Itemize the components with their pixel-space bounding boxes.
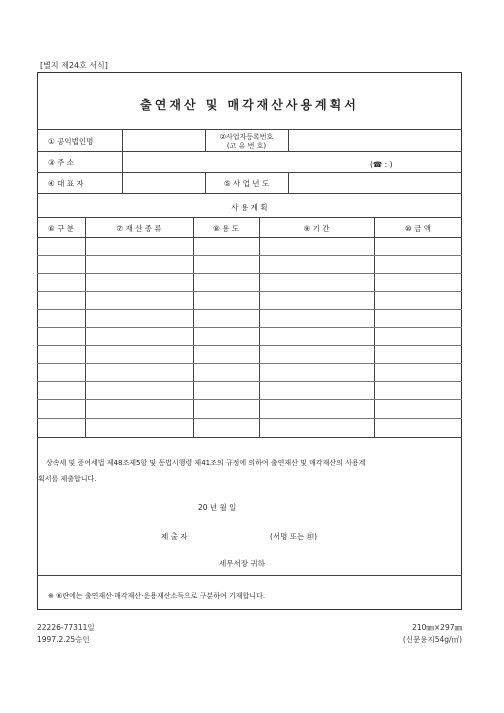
table-row <box>37 381 462 382</box>
rule-after-rep <box>37 193 462 194</box>
note-text: ※ ⑥란에는 출연재산·매각재산·운용재산소득으로 구분하여 기재합니다. <box>48 592 266 600</box>
form-code: 22226-77311일 <box>37 623 95 632</box>
date-line: 20 년 월 일 <box>198 503 237 512</box>
table-row <box>37 309 462 310</box>
rule-after-address <box>37 172 462 173</box>
statement-line-2: 획서를 제출합니다. <box>38 475 97 483</box>
column-period: ⑨ 기 간 <box>303 224 330 233</box>
table-row <box>37 345 462 346</box>
rule-after-plan-header <box>37 217 462 218</box>
table-row <box>37 399 462 400</box>
column-use: ⑧ 용 도 <box>213 224 239 233</box>
phone-label: (☎ : ) <box>370 160 393 169</box>
unique-no-label: (고 유 번 호) <box>226 142 267 150</box>
address-label: ③ 주 소 <box>48 158 74 167</box>
table-row <box>37 363 462 364</box>
reg-no-label: ②사업자등록번호 <box>219 133 274 141</box>
column-property-type: ⑦ 재 산 종 류 <box>116 224 162 233</box>
business-year-label: ⑤ 사 업 년 도 <box>223 179 270 188</box>
table-row <box>37 273 462 274</box>
column-category: ⑥ 구 분 <box>48 224 74 233</box>
field-label-divider <box>122 129 123 193</box>
rule-after-corp <box>37 151 462 152</box>
form-number-label: [별지 제24호 서식] <box>40 61 108 70</box>
statement-line-1: 상속세 및 증여세법 제48조제5항 및 동법시행령 제41조의 규정에 의하여 출연재산 및 매각재산의 사용계 <box>46 459 366 467</box>
form-frame <box>37 72 462 610</box>
table-row <box>37 327 462 328</box>
table-row <box>37 418 462 419</box>
rule-before-note <box>37 575 462 576</box>
rule-after-column-header <box>37 237 462 238</box>
corp-name-label: ① 공익법인명 <box>48 137 94 146</box>
plan-header: 사 용 계 획 <box>231 203 268 212</box>
field-divider-4 <box>288 172 289 193</box>
rule-after-title <box>37 129 462 130</box>
field-divider-2 <box>288 129 289 151</box>
paper-type: (신문용지54g/㎡) <box>402 635 462 644</box>
submitter-label: 제 출 자 <box>161 532 188 541</box>
form-title: 출연재산 및 매각재산사용계획서 <box>140 98 359 112</box>
recipient-line: 세무서장 귀하 <box>219 559 265 568</box>
signature-note: (서명 또는 ㊞) <box>270 532 318 541</box>
approval-date: 1997.2.25승인 <box>37 635 90 644</box>
column-amount: ⑩ 금 액 <box>405 224 431 233</box>
representative-label: ④ 대 표 자 <box>48 179 84 188</box>
rule-after-table <box>37 437 462 438</box>
paper-size: 210㎜×297㎜ <box>412 623 462 632</box>
table-row <box>37 255 462 256</box>
table-row <box>37 291 462 292</box>
